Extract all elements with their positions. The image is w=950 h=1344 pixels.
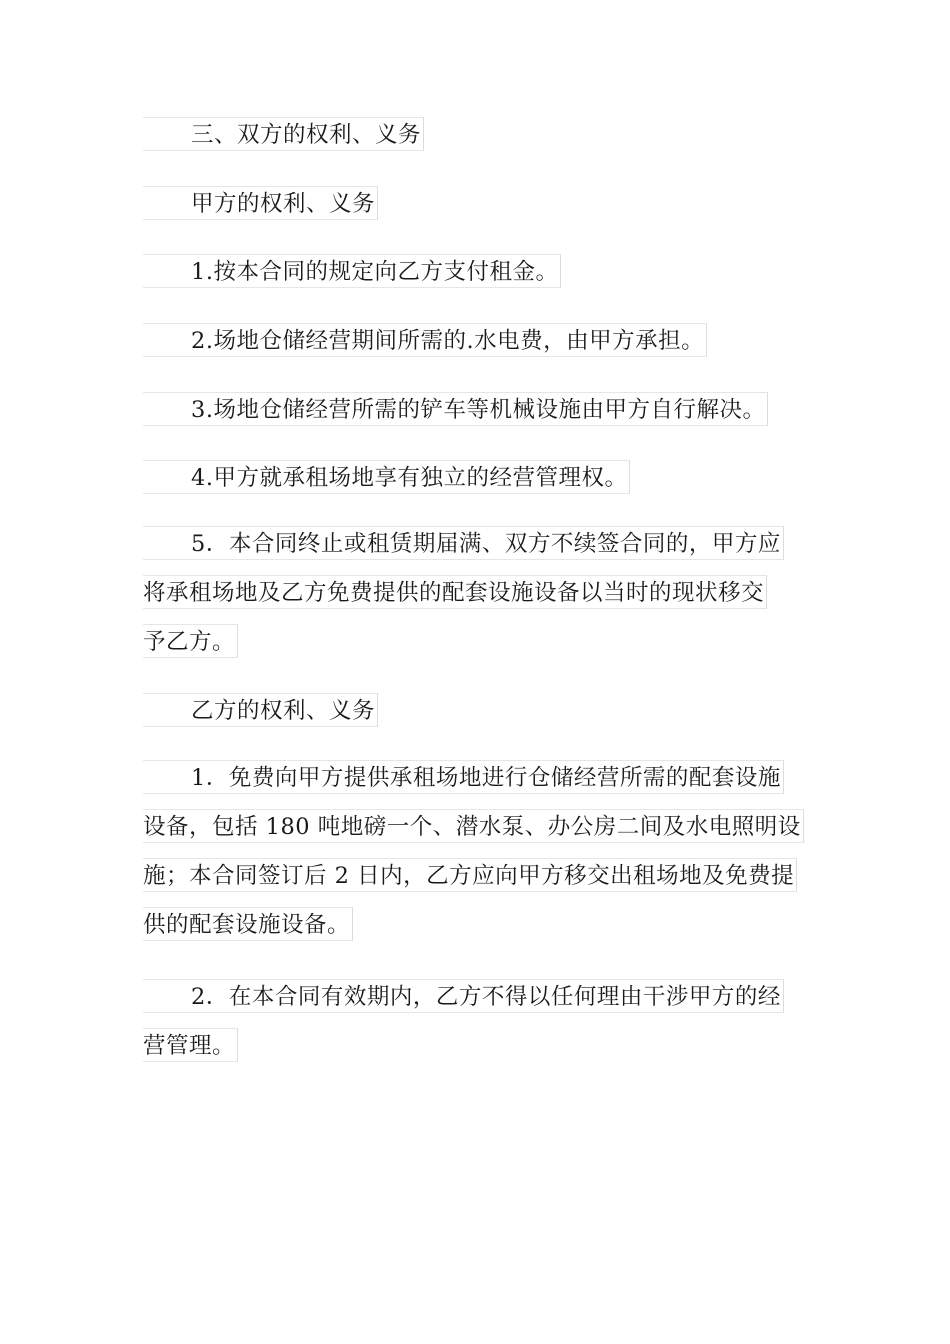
party-a-item-5-line: 5．本合同终止或租赁期届满、双方不续签合同的，甲方应 — [143, 526, 784, 560]
party-b-heading: 乙方的权利、义务 — [143, 693, 378, 727]
party-a-item-5-line: 将承租场地及乙方免费提供的配套设施设备以当时的现状移交 — [143, 575, 767, 609]
party-a-item-2: 2.场地仓储经营期间所需的.水电费，由甲方承担。 — [143, 323, 707, 357]
party-a-heading-paragraph — [143, 186, 378, 220]
party-a-item-1: 1.按本合同的规定向乙方支付租金。 — [143, 254, 561, 288]
party-b-item-1-line: 设备，包括 180 吨地磅一个、潜水泵、办公房二间及水电照明设 — [143, 809, 804, 843]
party-a-item-4: 4.甲方就承租场地享有独立的经营管理权。 — [143, 460, 630, 494]
party-a-item-3-paragraph — [143, 392, 768, 426]
party-a-item-5-line: 予乙方。 — [143, 624, 238, 658]
party-a-item-2-paragraph — [143, 323, 707, 357]
party-a-item-5-paragraph — [143, 526, 784, 658]
party-b-item-1-line: 1．免费向甲方提供承租场地进行仓储经营所需的配套设施 — [143, 760, 784, 794]
party-b-item-1-line: 供的配套设施设备。 — [143, 907, 353, 941]
party-b-heading-paragraph — [143, 693, 378, 727]
party-b-item-2-paragraph — [143, 979, 784, 1062]
party-a-item-1-paragraph — [143, 254, 561, 288]
party-a-item-3: 3.场地仓储经营所需的铲车等机械设施由甲方自行解决。 — [143, 392, 768, 426]
party-b-item-1-paragraph — [143, 760, 804, 941]
party-a-heading: 甲方的权利、义务 — [143, 186, 378, 220]
party-b-item-2-line: 2．在本合同有效期内，乙方不得以任何理由干涉甲方的经 — [143, 979, 784, 1013]
party-b-item-2-line: 营管理。 — [143, 1028, 238, 1062]
party-b-item-1-line: 施；本合同签订后 2 日内，乙方应向甲方移交出租场地及免费提 — [143, 858, 797, 892]
section-title: 三、双方的权利、义务 — [143, 117, 424, 151]
section-title-paragraph — [143, 117, 424, 151]
party-a-item-4-paragraph — [143, 460, 630, 494]
